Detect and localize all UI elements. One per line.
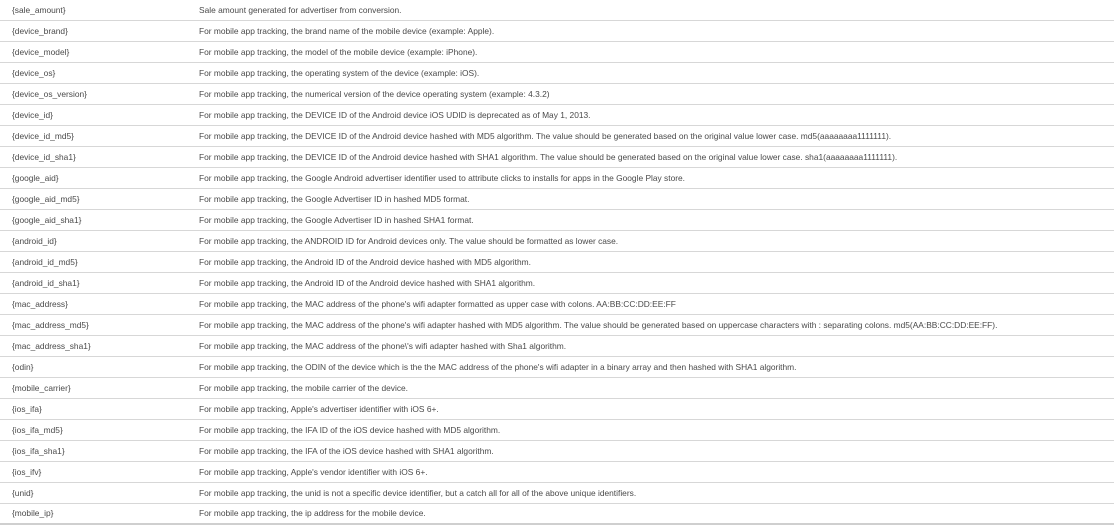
table-row bbox=[0, 104, 1114, 125]
description-cell: For mobile app tracking, the DEVICE ID of the Android device iOS UDID is deprecated as of May 1, 2013. bbox=[199, 104, 1114, 125]
parameter-cell: {device_model} bbox=[0, 41, 199, 62]
description-cell: For mobile app tracking, the IFA of the iOS device hashed with SHA1 algorithm. bbox=[199, 440, 1114, 461]
parameter-cell: {google_aid} bbox=[0, 167, 199, 188]
description-cell: For mobile app tracking, Apple's vendor identifier with iOS 6+. bbox=[199, 461, 1114, 482]
parameter-cell: {ios_ifv} bbox=[0, 461, 199, 482]
table-row bbox=[0, 20, 1114, 41]
description-cell: For mobile app tracking, the operating system of the device (example: iOS). bbox=[199, 62, 1114, 83]
table-row bbox=[0, 398, 1114, 419]
table-row bbox=[0, 335, 1114, 356]
table-row bbox=[0, 251, 1114, 272]
parameter-cell: {mobile_carrier} bbox=[0, 377, 199, 398]
description-cell: For mobile app tracking, the Android ID of the Android device hashed with SHA1 algorithm. bbox=[199, 272, 1114, 293]
description-cell: For mobile app tracking, the model of the mobile device (example: iPhone). bbox=[199, 41, 1114, 62]
parameter-cell: {device_brand} bbox=[0, 20, 199, 41]
parameter-cell: {odin} bbox=[0, 356, 199, 377]
parameter-cell: {google_aid_md5} bbox=[0, 188, 199, 209]
description-cell: Sale amount generated for advertiser from conversion. bbox=[199, 0, 1114, 20]
table-row bbox=[0, 167, 1114, 188]
description-cell: For mobile app tracking, the Android ID of the Android device hashed with MD5 algorithm. bbox=[199, 251, 1114, 272]
description-cell: For mobile app tracking, the ip address for the mobile device. bbox=[199, 503, 1114, 524]
parameter-cell: {mac_address} bbox=[0, 293, 199, 314]
table-row bbox=[0, 125, 1114, 146]
description-cell: For mobile app tracking, the numerical version of the device operating system (example: 4.3.2) bbox=[199, 83, 1114, 104]
parameter-cell: {device_os_version} bbox=[0, 83, 199, 104]
parameter-cell: {ios_ifa} bbox=[0, 398, 199, 419]
parameter-cell: {ios_ifa_sha1} bbox=[0, 440, 199, 461]
parameter-cell: {android_id_sha1} bbox=[0, 272, 199, 293]
description-cell: For mobile app tracking, the ODIN of the device which is the the MAC address of the phone's wifi adapter in a binary array and then hashed with SHA1 algorithm. bbox=[199, 356, 1114, 377]
description-cell: For mobile app tracking, Apple's advertiser identifier with iOS 6+. bbox=[199, 398, 1114, 419]
parameter-cell: {mac_address_md5} bbox=[0, 314, 199, 335]
description-cell: For mobile app tracking, the MAC address of the phone's wifi adapter formatted as upper case with colons. AA:BB:CC:DD:EE:FF bbox=[199, 293, 1114, 314]
table-row bbox=[0, 83, 1114, 104]
table-row bbox=[0, 272, 1114, 293]
table-row bbox=[0, 314, 1114, 335]
description-cell: For mobile app tracking, the MAC address of the phone\'s wifi adapter hashed with Sha1 algorithm. bbox=[199, 335, 1114, 356]
description-cell: For mobile app tracking, the unid is not a specific device identifier, but a catch all for all of the above unique identifiers. bbox=[199, 482, 1114, 503]
table-row bbox=[0, 293, 1114, 314]
description-cell: For mobile app tracking, the DEVICE ID of the Android device hashed with MD5 algorithm. The value should be generated based on the original value lower case. md5(aaaaaaaa1111111). bbox=[199, 125, 1114, 146]
table-row bbox=[0, 146, 1114, 167]
description-cell: For mobile app tracking, the ANDROID ID for Android devices only. The value should be formatted as lower case. bbox=[199, 230, 1114, 251]
table-row bbox=[0, 503, 1114, 524]
parameter-cell: {mac_address_sha1} bbox=[0, 335, 199, 356]
parameter-cell: {sale_amount} bbox=[0, 0, 199, 20]
description-cell: For mobile app tracking, the DEVICE ID of the Android device hashed with SHA1 algorithm. The value should be generated based on the original value lower case. sha1(aaaaaaaa1111111). bbox=[199, 146, 1114, 167]
table-row bbox=[0, 356, 1114, 377]
parameter-cell: {device_id_sha1} bbox=[0, 146, 199, 167]
table-row bbox=[0, 419, 1114, 440]
description-cell: For mobile app tracking, the mobile carrier of the device. bbox=[199, 377, 1114, 398]
parameter-cell: {device_id} bbox=[0, 104, 199, 125]
table-row bbox=[0, 482, 1114, 503]
parameter-cell: {google_aid_sha1} bbox=[0, 209, 199, 230]
parameter-cell: {device_id_md5} bbox=[0, 125, 199, 146]
table-row bbox=[0, 41, 1114, 62]
description-cell: For mobile app tracking, the IFA ID of the iOS device hashed with MD5 algorithm. bbox=[199, 419, 1114, 440]
table-row bbox=[0, 188, 1114, 209]
table-row bbox=[0, 62, 1114, 83]
parameter-cell: {android_id} bbox=[0, 230, 199, 251]
table-row bbox=[0, 209, 1114, 230]
table-row bbox=[0, 230, 1114, 251]
parameter-cell: {mobile_ip} bbox=[0, 503, 199, 524]
table-row bbox=[0, 377, 1114, 398]
description-cell: For mobile app tracking, the brand name of the mobile device (example: Apple). bbox=[199, 20, 1114, 41]
parameter-cell: {unid} bbox=[0, 482, 199, 503]
parameter-cell: {android_id_md5} bbox=[0, 251, 199, 272]
table-row bbox=[0, 440, 1114, 461]
table-row bbox=[0, 0, 1114, 20]
description-cell: For mobile app tracking, the Google Advertiser ID in hashed SHA1 format. bbox=[199, 209, 1114, 230]
description-cell: For mobile app tracking, the Google Android advertiser identifier used to attribute clicks to installs for apps in the Google Play store. bbox=[199, 167, 1114, 188]
parameter-cell: {device_os} bbox=[0, 62, 199, 83]
description-cell: For mobile app tracking, the Google Advertiser ID in hashed MD5 format. bbox=[199, 188, 1114, 209]
table-row bbox=[0, 461, 1114, 482]
description-cell: For mobile app tracking, the MAC address of the phone's wifi adapter hashed with MD5 algorithm. The value should be generated based on uppercase characters with : separating colons. md5(AA:BB:CC:DD:EE:FF). bbox=[199, 314, 1114, 335]
parameter-cell: {ios_ifa_md5} bbox=[0, 419, 199, 440]
